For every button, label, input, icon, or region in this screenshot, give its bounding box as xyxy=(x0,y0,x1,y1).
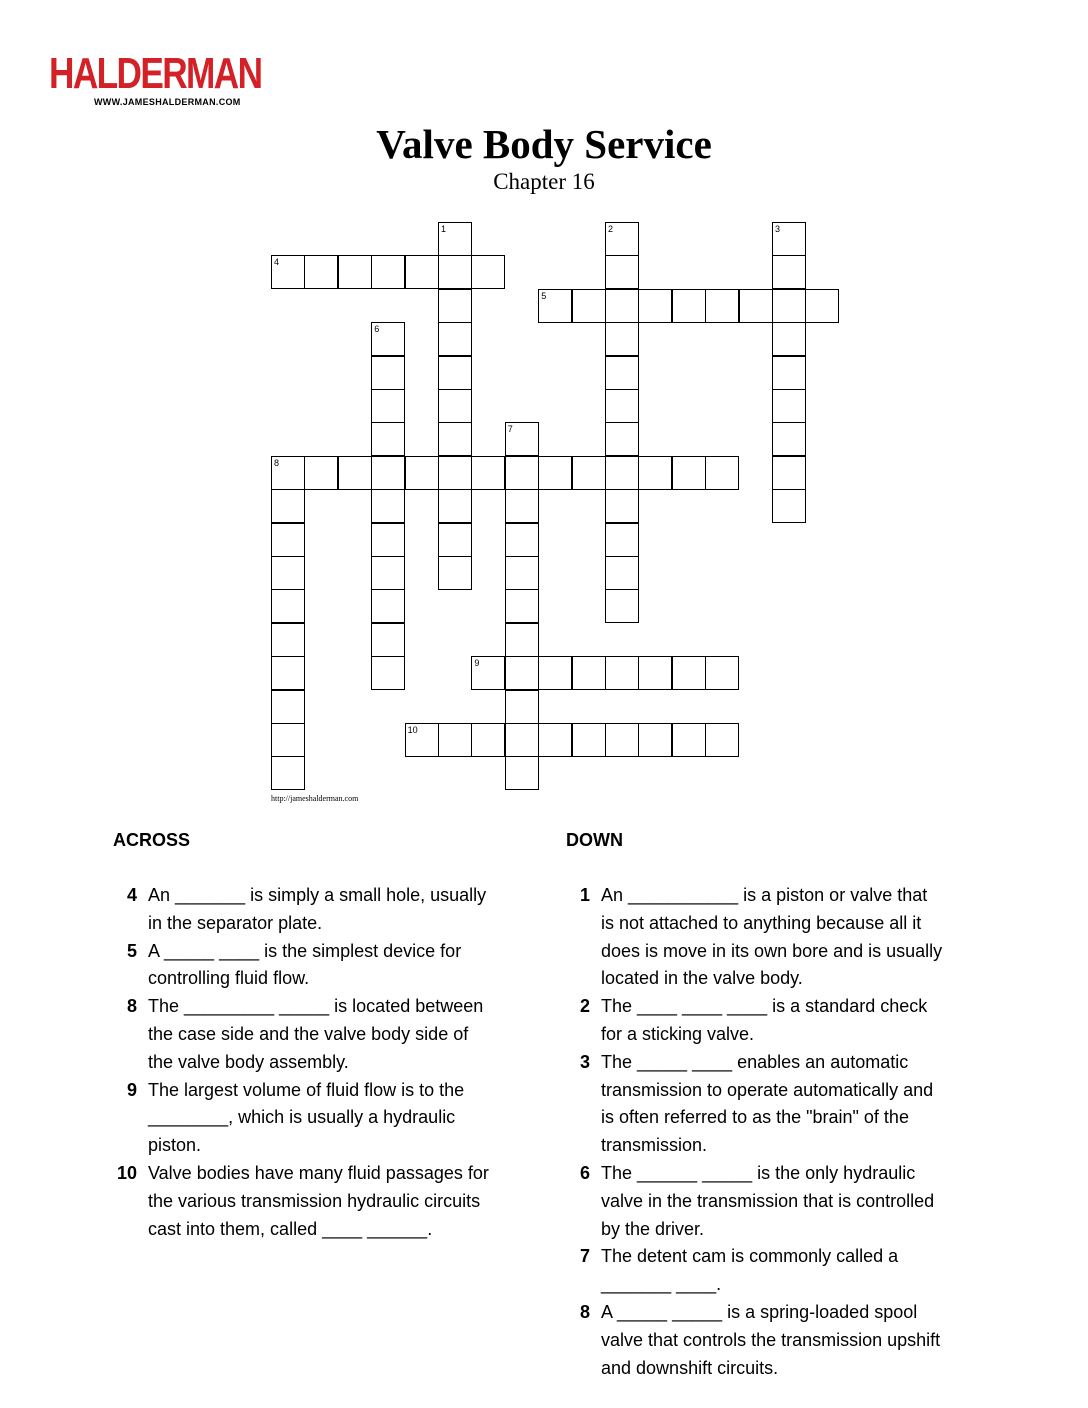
grid-cell[interactable] xyxy=(271,255,305,289)
grid-cell[interactable] xyxy=(438,389,472,423)
across-clue xyxy=(111,1160,491,1243)
grid-cell[interactable] xyxy=(605,255,639,289)
grid-cell[interactable] xyxy=(271,623,305,657)
clue-number: 4 xyxy=(126,885,137,905)
grid-cell[interactable] xyxy=(438,523,472,557)
grid-cell[interactable] xyxy=(772,222,806,256)
grid-cell[interactable] xyxy=(605,556,639,590)
grid-cell[interactable] xyxy=(338,255,372,289)
clue-number-label: 5 xyxy=(541,290,547,301)
grid-cell[interactable] xyxy=(605,456,639,490)
down-clue-list xyxy=(564,882,944,1382)
grid-cell[interactable] xyxy=(638,723,672,757)
grid-cell[interactable] xyxy=(371,623,405,657)
grid-cell[interactable] xyxy=(271,690,305,724)
clue-number-label: 10 xyxy=(407,725,418,735)
grid-cell[interactable] xyxy=(505,523,539,557)
grid-cell[interactable] xyxy=(772,356,806,390)
grid-cell[interactable] xyxy=(505,656,539,690)
grid-cell[interactable] xyxy=(405,255,439,289)
clue-text: The ____ ____ ____ is a standard check for a sticking valve. xyxy=(601,996,928,1044)
down-clue xyxy=(564,882,944,993)
grid-cell[interactable] xyxy=(505,623,539,657)
clue-text: Valve bodies have many fluid passages for the various transmission hydraulic circuits cast into them, called ____ ______. xyxy=(148,1162,489,1239)
clue-text: An _______ is simply a small hole, usually in the separator plate. xyxy=(148,885,487,933)
grid-cell[interactable] xyxy=(505,489,539,523)
grid-cell[interactable] xyxy=(772,389,806,423)
clue-number: 6 xyxy=(579,1162,590,1183)
grid-cell[interactable] xyxy=(471,723,505,757)
clue-number: 5 xyxy=(126,940,137,961)
down-clue xyxy=(564,1160,944,1243)
across-clue xyxy=(111,882,491,938)
grid-cell[interactable] xyxy=(405,456,439,490)
grid-cell[interactable] xyxy=(605,523,639,557)
grid-cell[interactable] xyxy=(672,289,706,323)
grid-cell[interactable] xyxy=(438,289,472,323)
down-clue xyxy=(564,1299,944,1382)
grid-cell[interactable] xyxy=(438,456,472,490)
grid-cell[interactable] xyxy=(805,289,839,323)
clue-number-label: 7 xyxy=(507,424,513,435)
grid-cell[interactable] xyxy=(605,656,639,690)
clue-text: A _____ ____ is the simplest device for controlling fluid flow. xyxy=(148,940,462,989)
across-clue xyxy=(111,938,491,994)
grid-cell[interactable] xyxy=(271,489,305,523)
clue-number: 9 xyxy=(126,1079,137,1100)
grid-cell[interactable] xyxy=(371,356,405,390)
clue-number-label: 8 xyxy=(274,457,280,468)
grid-cell[interactable] xyxy=(672,723,706,757)
clue-number: 3 xyxy=(579,1051,590,1072)
grid-cell[interactable] xyxy=(304,456,338,490)
clue-text: The _____ ____ enables an automatic transmission to operate automatically and is often referred to as the "brain" of the transmission. xyxy=(601,1051,934,1156)
grid-cell[interactable] xyxy=(271,456,305,490)
grid-cell[interactable] xyxy=(538,456,572,490)
page-subtitle: Chapter 16 xyxy=(493,169,595,194)
grid-source-url: http://jameshalderman.com xyxy=(271,794,359,803)
grid-cell[interactable] xyxy=(672,456,706,490)
grid-cell[interactable] xyxy=(438,723,472,757)
down-clue xyxy=(564,993,944,1049)
logo-url: WWW.JAMESHALDERMAN.COM xyxy=(94,97,241,107)
clue-number-label: 3 xyxy=(775,224,781,234)
grid-cell[interactable] xyxy=(471,656,505,690)
clue-number-label: 1 xyxy=(441,224,447,234)
grid-cell[interactable] xyxy=(438,356,472,390)
grid-cell[interactable] xyxy=(271,656,305,690)
grid-cell[interactable] xyxy=(572,289,606,323)
grid-cell[interactable] xyxy=(271,756,305,790)
grid-cell[interactable] xyxy=(438,556,472,590)
grid-cell[interactable] xyxy=(371,456,405,490)
grid-cell[interactable] xyxy=(304,255,338,289)
down-clue xyxy=(564,1049,944,1160)
grid-cell[interactable] xyxy=(438,422,472,456)
logo-name: HALDERMAN xyxy=(49,49,262,98)
grid-cell[interactable] xyxy=(371,656,405,690)
grid-cell[interactable] xyxy=(371,556,405,590)
grid-cell[interactable] xyxy=(538,289,572,323)
grid-cell[interactable] xyxy=(705,723,739,757)
grid-cell[interactable] xyxy=(772,289,806,323)
grid-cell[interactable] xyxy=(405,723,439,757)
clue-number-label: 2 xyxy=(608,224,614,234)
grid-cell[interactable] xyxy=(505,456,539,490)
grid-cell[interactable] xyxy=(605,422,639,456)
grid-cell[interactable] xyxy=(772,255,806,289)
grid-cell[interactable] xyxy=(471,456,505,490)
grid-cell[interactable] xyxy=(605,222,639,256)
grid-cell[interactable] xyxy=(371,422,405,456)
grid-cell[interactable] xyxy=(505,723,539,757)
grid-cell[interactable] xyxy=(505,589,539,623)
grid-cell[interactable] xyxy=(505,690,539,724)
down-clue xyxy=(564,1243,944,1299)
grid-cell[interactable] xyxy=(772,422,806,456)
page-title: Valve Body Service xyxy=(376,121,712,167)
clue-number-label: 4 xyxy=(274,257,280,268)
grid-cell[interactable] xyxy=(638,289,672,323)
clue-text: The ______ _____ is the only hydraulic valve in the transmission that is controlled by the driver. xyxy=(601,1162,935,1239)
grid-cell[interactable] xyxy=(371,489,405,523)
clue-number: 10 xyxy=(116,1162,137,1183)
grid-cell[interactable] xyxy=(371,322,405,356)
grid-cell[interactable] xyxy=(371,589,405,623)
across-clue-list xyxy=(111,882,491,1243)
grid-cell[interactable] xyxy=(605,322,639,356)
down-heading: DOWN xyxy=(566,830,623,850)
grid-cell[interactable] xyxy=(438,489,472,523)
grid-cell[interactable] xyxy=(572,456,606,490)
grid-cell[interactable] xyxy=(605,589,639,623)
grid-cell[interactable] xyxy=(438,255,472,289)
grid-cell[interactable] xyxy=(638,456,672,490)
grid-cell[interactable] xyxy=(371,255,405,289)
across-clue xyxy=(111,1077,491,1160)
clue-number: 2 xyxy=(579,996,590,1017)
clue-text: The _________ _____ is located between the case side and the valve body side of the valve body assembly. xyxy=(148,996,484,1072)
grid-cell[interactable] xyxy=(705,656,739,690)
clue-number: 8 xyxy=(579,1301,590,1322)
grid-cell[interactable] xyxy=(471,255,505,289)
clue-text: The largest volume of fluid flow is to the ________, which is usually a hydraulic piston. xyxy=(148,1079,465,1156)
grid-cell[interactable] xyxy=(505,556,539,590)
grid-cell[interactable] xyxy=(505,756,539,790)
grid-cell[interactable] xyxy=(271,523,305,557)
grid-cell[interactable] xyxy=(505,422,539,456)
across-clue xyxy=(111,993,491,1076)
clue-number: 8 xyxy=(126,996,137,1017)
clue-number-label: 9 xyxy=(474,658,480,669)
grid-cell[interactable] xyxy=(438,222,472,256)
grid-cell[interactable] xyxy=(672,656,706,690)
grid-cell[interactable] xyxy=(705,289,739,323)
grid-cell[interactable] xyxy=(538,723,572,757)
grid-cell[interactable] xyxy=(605,289,639,323)
grid-cell[interactable] xyxy=(271,723,305,757)
grid-cell[interactable] xyxy=(772,456,806,490)
grid-cell[interactable] xyxy=(572,656,606,690)
grid-cell[interactable] xyxy=(739,289,773,323)
grid-cell[interactable] xyxy=(605,723,639,757)
grid-cell[interactable] xyxy=(772,322,806,356)
grid-cell[interactable] xyxy=(371,523,405,557)
grid-cell[interactable] xyxy=(271,556,305,590)
grid-cell[interactable] xyxy=(271,589,305,623)
grid-cell[interactable] xyxy=(605,389,639,423)
grid-cell[interactable] xyxy=(371,389,405,423)
clue-text: An ___________ is a piston or valve that is not attached to anything because all it does is move in its own bore and is usually located in the valve body. xyxy=(601,885,943,989)
clue-text: The detent cam is commonly called a _______ ____. xyxy=(601,1246,899,1295)
clue-number: 1 xyxy=(579,885,590,905)
grid-cell[interactable] xyxy=(605,489,639,523)
grid-cell[interactable] xyxy=(572,723,606,757)
grid-cell[interactable] xyxy=(538,656,572,690)
grid-cell[interactable] xyxy=(705,456,739,490)
across-heading: ACROSS xyxy=(113,830,191,850)
grid-cell[interactable] xyxy=(338,456,372,490)
grid-cell[interactable] xyxy=(772,489,806,523)
clue-number-label: 6 xyxy=(374,324,380,335)
grid-cell[interactable] xyxy=(438,322,472,356)
grid-cell[interactable] xyxy=(605,356,639,390)
grid-cell[interactable] xyxy=(638,656,672,690)
clue-text: A _____ _____ is a spring-loaded spool valve that controls the transmission upshift and downshift circuits. xyxy=(601,1301,941,1378)
clue-number: 7 xyxy=(579,1246,590,1267)
